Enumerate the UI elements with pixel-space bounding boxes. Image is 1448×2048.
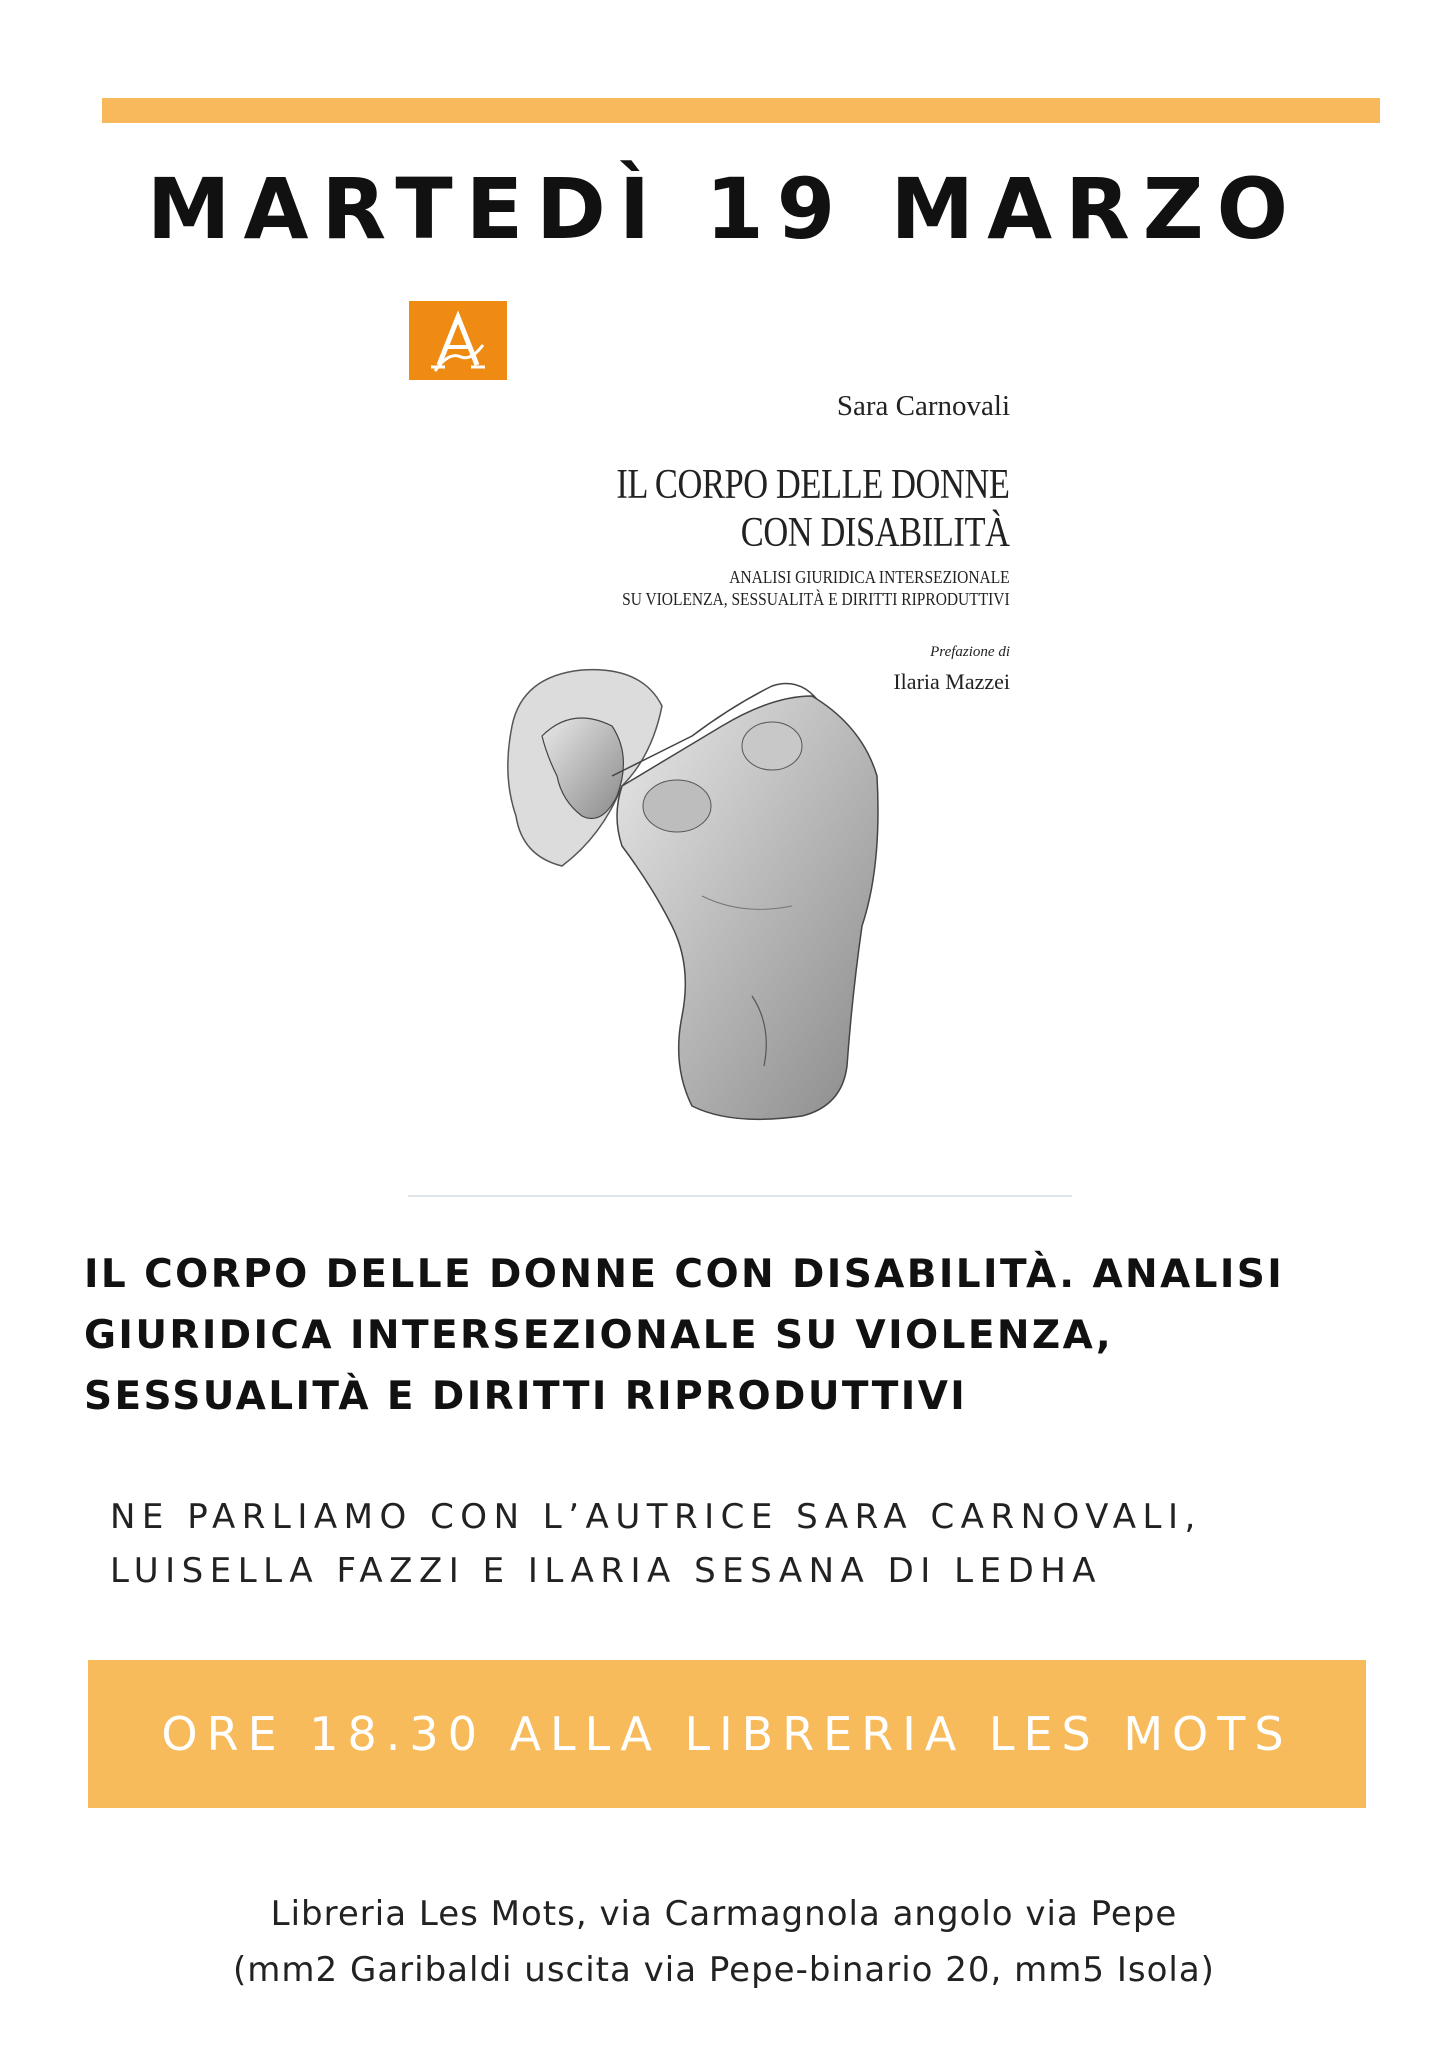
book-title-line: GIURIDICA INTERSEZIONALE SU VIOLENZA, (84, 1313, 1114, 1358)
top-accent-bar (102, 98, 1380, 123)
book-title-line: IL CORPO DELLE DONNE CON DISABILITÀ. ANALISI (84, 1252, 1285, 1297)
cover-subtitle-line: SU VIOLENZA, SESSUALITÀ E DIRITTI RIPRODUTTIVI (622, 589, 1010, 609)
publisher-logo-glyph (409, 301, 507, 380)
venue-address (0, 1886, 1448, 1998)
cover-title-line: CON DISABILITÀ (741, 510, 1010, 556)
cover-author: Sara Carnovali (836, 390, 1010, 422)
cover-subtitle-line: ANALISI GIURIDICA INTERSEZIONALE (729, 567, 1010, 587)
cover-preface-label: Prefazione di (930, 644, 1010, 660)
time-place-text: ORE 18.30 ALLA LIBRERIA LES MOTS (161, 1707, 1293, 1761)
address-line: (mm2 Garibaldi uscita via Pepe-binario 20, mm5 Isola) (233, 1950, 1215, 1990)
torso-sculpture-icon (502, 666, 882, 1126)
book-cover (406, 296, 1010, 1136)
section-divider (408, 1195, 1072, 1197)
speakers-text (110, 1490, 1370, 1598)
book-title-heading (84, 1244, 1374, 1427)
cover-title (617, 461, 1010, 557)
publisher-logo-icon (409, 301, 507, 380)
cover-title-line: IL CORPO DELLE DONNE (616, 462, 1010, 508)
event-date-title: MARTEDÌ 19 MARZO (146, 160, 1302, 258)
cover-preface-author: Ilaria Mazzei (893, 669, 1010, 694)
speakers-line: NE PARLIAMO CON L’AUTRICE SARA CARNOVALI, (110, 1497, 1202, 1537)
cover-subtitle (622, 566, 1010, 610)
time-place-banner (88, 1660, 1366, 1808)
address-line: Libreria Les Mots, via Carmagnola angolo via Pepe (270, 1894, 1178, 1934)
speakers-line: LUISELLA FAZZI E ILARIA SESANA DI LEDHA (110, 1551, 1103, 1591)
book-title-line: SESSUALITÀ E DIRITTI RIPRODUTTIVI (84, 1374, 968, 1419)
sculpture-illustration (502, 666, 882, 1126)
